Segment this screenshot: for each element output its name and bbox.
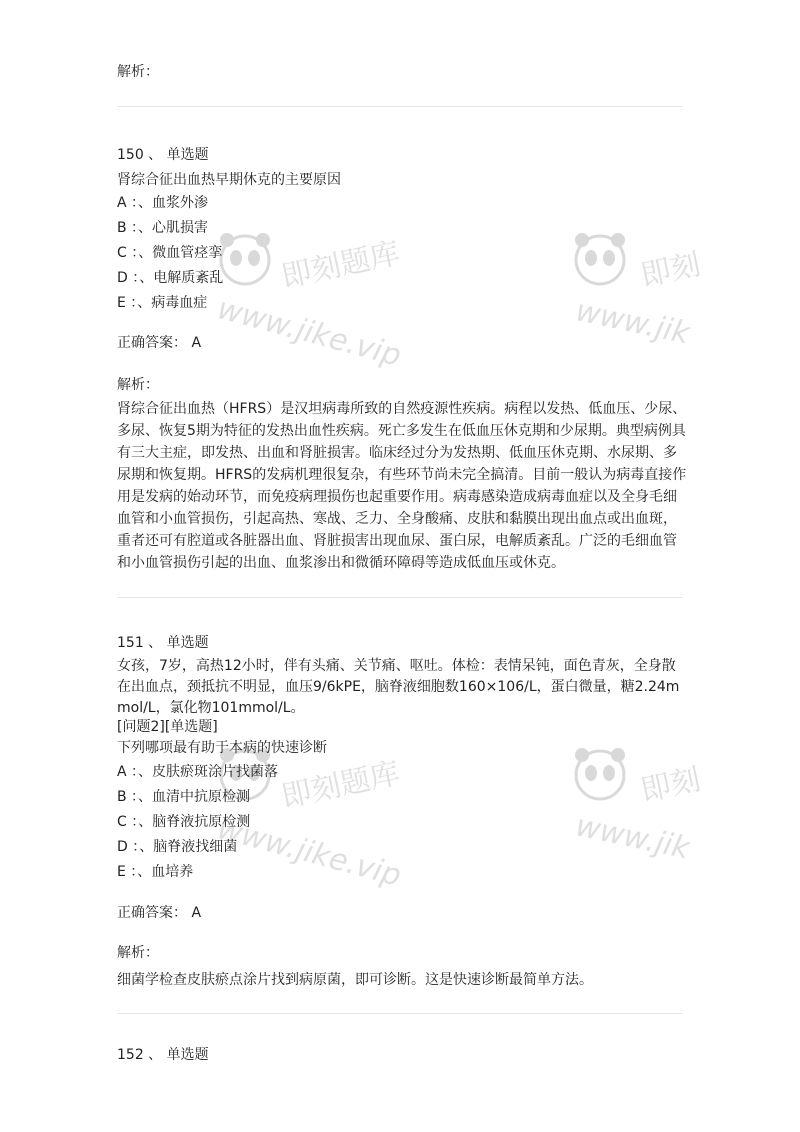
watermark-logo-2: [570, 230, 630, 304]
analysis-text: 细菌学检查皮肤瘀点涂片找到病原菌，即可诊断。这是快速诊断最简单方法。: [117, 972, 593, 988]
watermark-url-4: www.jik: [572, 808, 693, 867]
watermark-url-2: www.jik: [572, 293, 693, 352]
sub-question-tag: [问题2][单选题]: [117, 719, 218, 735]
question-header: 151 、 单选题: [117, 635, 209, 651]
correct-answer: 正确答案： A: [117, 905, 202, 921]
watermark-brand-4: 即刻: [637, 762, 704, 809]
option-b[interactable]: B ：、血清中抗原检测: [117, 789, 251, 805]
analysis-label: 解析：: [117, 64, 159, 80]
option-d[interactable]: D ：、脑脊液找细菌: [117, 839, 238, 855]
watermark-brand-1: 即刻题库: [278, 235, 404, 296]
correct-answer: 正确答案： A: [117, 335, 202, 351]
option-b[interactable]: B ：、心肌损害: [117, 220, 209, 236]
question-stem: 肾综合征出血热早期休克的主要原因: [117, 172, 341, 188]
question-header: 150 、 单选题: [117, 147, 209, 163]
analysis-text: 肾综合征出血热（HFRS）是汉坦病毒所致的自然疫源性疾病。病程以发热、低血压、少尿、多尿、恢复5期为特征的发热出血性疾病。死亡多发生在低血压休克期和少尿期。典型病例具有三大主症，即发热、出血和肾脏损害。临床经过分为发热期、低血压休克期、水尿期、多尿期和恢复期。HFRS的发病机理很复杂，有些环节尚未完全搞清。目前一般认为病毒直接作用是发病的始动环节，而免疫病理损伤也起重要作用。病毒感染造成病毒血症以及全身毛细血管和小血管损伤，引起高热、寒战、乏力、全身酸痛、皮肤和黏膜出现出血点或出血斑，重者还可有腔道或各脏器出血、肾脏损害出现血尿、蛋白尿，电解质紊乱。广泛的毛细血管和小血管损伤引起的出血、血浆渗出和微循环障碍等造成低血压或休克。: [117, 401, 687, 571]
option-a[interactable]: A ：、皮肤瘀斑涂片找菌落: [117, 764, 279, 780]
option-e[interactable]: E ：、病毒血症: [117, 295, 208, 311]
option-d[interactable]: D ：、电解质紊乱: [117, 270, 224, 286]
watermark-logo-1: [215, 230, 275, 304]
panda-icon: [570, 745, 630, 815]
watermark-logo-4: [570, 745, 630, 819]
watermark-url-1: www.jike.vip: [213, 291, 405, 374]
analysis-label: 解析：: [117, 377, 159, 393]
analysis-label: 解析：: [117, 945, 159, 961]
divider: [117, 106, 683, 107]
panda-icon: [570, 230, 630, 300]
divider: [117, 1013, 683, 1014]
option-c[interactable]: C ：、脑脊液抗原检测: [117, 814, 251, 830]
watermark-brand-2: 即刻: [637, 247, 704, 294]
option-e[interactable]: E ：、血培养: [117, 864, 194, 880]
divider: [117, 597, 683, 598]
option-a[interactable]: A ：、血浆外渗: [117, 195, 209, 211]
sub-question-stem: 下列哪项最有助于本病的快速诊断: [117, 740, 327, 756]
panda-icon: [215, 230, 275, 300]
question-header: 152 、 单选题: [117, 1047, 209, 1063]
option-c[interactable]: C ：、微血管痉挛: [117, 245, 223, 261]
watermark-url-3: www.jike.vip: [213, 811, 405, 894]
question-stem: 女孩，7岁，高热12小时，伴有头痛、关节痛、呕吐。体检：表情呆钝，面色青灰，全身散在出血点，颈抵抗不明显，血压9/6kPE，脑脊液细胞数160×106/L，蛋白微量，糖2.24mmol/L，氯化物101mmol/L。: [117, 658, 680, 716]
watermark-brand-3: 即刻题库: [278, 755, 404, 816]
